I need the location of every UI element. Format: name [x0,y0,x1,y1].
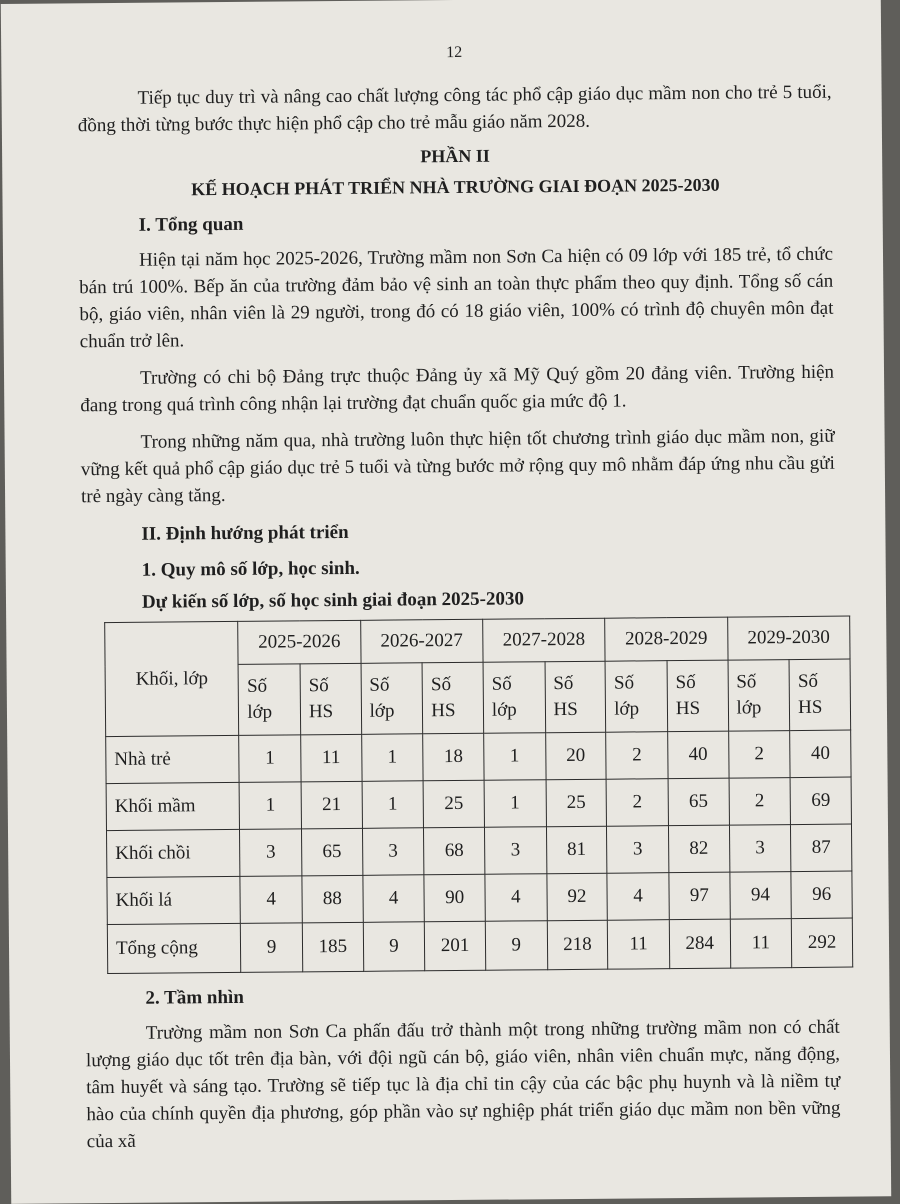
cell: 82 [668,825,729,873]
year-header: 2029-2030 [727,616,850,660]
cell: 201 [425,921,486,971]
sub-header-students: Số HS [545,661,606,733]
vision-paragraph: Trường mầm non Sơn Ca phấn đấu trở thành một trong những trường mầm non có chất lượng giáo dục tốt trên địa bàn, với đội ngũ cán bộ, giáo viên, nhân viên chuẩn mực, năng động, tâm huyết và sáng tạo. Trường sẽ tiếp tục là địa chỉ tin cậy của các bậc phụ huynh và là niềm tự hào của chính quyền địa phương, góp phần vào sự nghiệp phát triển giáo dục mầm non bền vững của xã [85,1016,841,1153]
cell: 96 [791,871,852,919]
cell: 2 [606,779,668,827]
cell: 21 [301,781,362,829]
cell: 11 [730,919,792,969]
cell: 284 [669,919,730,969]
cell: 9 [363,922,425,972]
cell: 92 [546,873,607,921]
document-page [1,0,891,1204]
intro-paragraph: Tiếp tục duy trì và nâng cao chất lượng công tác phổ cập giáo dục mầm non cho trẻ 5 tuổi, đồng thời từng bước thực hiện phổ cập cho trẻ mẫu giáo năm 2028. [77,81,832,137]
overview-paragraph-1: Hiện tại năm học 2025-2026, Trường mầm non Sơn Ca hiện có 09 lớp với 185 trẻ, tổ chức bán trú 100%. Bếp ăn của trường đảm bảo vệ sinh an toàn thực phẩm theo quy định. Tổng số cán bộ, giáo viên, nhân viên là 29 người, trong đó có 18 giáo viên, 100% có trình độ chuyên môn đạt chuẩn trở lên. [79,243,834,353]
cell: 4 [240,876,302,924]
section-heading-overview: I. Tổng quan [138,213,244,236]
cell: 87 [791,824,852,872]
subsection-heading-vision: 2. Tầm nhìn [145,986,244,1009]
cell: 9 [485,921,547,971]
overview-paragraph-2: Trường có chi bộ Đảng trực thuộc Đảng ủy xã Mỹ Quý gồm 20 đảng viên. Trường hiện đang trong quá trình công nhận lại trường đạt chuẩn quốc gia mức độ 1. [80,361,835,417]
cell: 11 [608,920,670,970]
cell: 3 [362,828,424,876]
cell: 18 [423,733,484,781]
cell: 4 [485,874,547,922]
cell: 2 [729,778,791,826]
cell: 1 [484,733,546,781]
cell: 9 [241,923,303,973]
sub-header-students: Số HS [300,663,361,735]
table-header-row [105,616,850,665]
year-header: 2027-2028 [483,618,606,662]
part-title: PHẦN II [420,145,490,167]
cell: 3 [240,829,302,877]
cell: 20 [545,732,606,780]
cell: 97 [669,872,730,920]
table-row [106,824,851,877]
table-row [107,871,852,924]
row-label: Khối mầm [106,782,240,830]
overview-paragraph-3: Trong những năm qua, nhà trường luôn thực hiện tốt chương trình giáo dục mầm non, giữ vững kết quả phổ cập giáo dục trẻ 5 tuổi và từng bước mở rộng quy mô nhằm đáp ứng nhu cầu gửi trẻ ngày càng tăng. [80,425,835,508]
cell: 1 [239,782,301,830]
cell: 81 [546,826,607,874]
sub-header-students: Số HS [422,662,483,734]
cell: 2 [606,732,668,780]
cell: 90 [424,874,485,922]
subsection-heading-scale: 1. Quy mô số lớp, học sinh. [141,557,360,581]
table-caption: Dự kiến số lớp, số học sinh giai đoạn 2025-2030 [141,588,525,613]
sub-header-classes: Số lớp [361,663,423,735]
sub-header-classes: Số lớp [238,664,300,736]
cell: 11 [301,734,362,782]
row-label: Tổng cộng [107,923,241,973]
row-label: Khối lá [107,876,241,924]
cell: 3 [484,827,546,875]
year-header: 2026-2027 [360,619,483,663]
sub-header-students: Số HS [667,660,728,732]
cell: 25 [423,780,484,828]
sub-header-students: Số HS [789,659,850,731]
cell: 3 [729,825,791,873]
page-number: 12 [446,43,463,62]
table-row [106,730,851,783]
cell: 40 [668,731,729,779]
plan-title: KẾ HOẠCH PHÁT TRIỂN NHÀ TRƯỜNG GIAI ĐOẠN 2025-2030 [191,174,720,200]
table-row-total [107,918,852,973]
cell: 1 [484,780,546,828]
cell: 69 [790,777,851,825]
table-corner-header: Khối, lớp [105,621,239,736]
cell: 292 [791,918,852,968]
table-row [106,777,851,830]
cell: 65 [668,778,729,826]
cell: 65 [301,828,362,876]
sub-header-classes: Số lớp [728,660,790,732]
enrollment-table [104,616,853,974]
year-header: 2028-2029 [605,617,728,661]
cell: 3 [607,826,669,874]
cell: 40 [790,730,851,778]
cell: 218 [547,920,608,970]
cell: 1 [362,781,424,829]
row-label: Khối chồi [106,829,240,877]
cell: 1 [239,735,301,783]
cell: 2 [728,731,790,779]
year-header: 2025-2026 [238,620,361,664]
cell: 185 [302,922,363,972]
section-heading-orientation: II. Định hướng phát triển [141,521,349,545]
sub-header-classes: Số lớp [605,661,667,733]
cell: 4 [363,875,425,923]
cell: 88 [302,875,363,923]
cell: 25 [546,779,607,827]
cell: 4 [607,873,669,921]
cell: 1 [361,734,423,782]
sub-header-classes: Số lớp [483,662,545,734]
row-label: Nhà trẻ [106,735,240,783]
cell: 68 [424,827,485,875]
cell: 94 [729,872,791,920]
